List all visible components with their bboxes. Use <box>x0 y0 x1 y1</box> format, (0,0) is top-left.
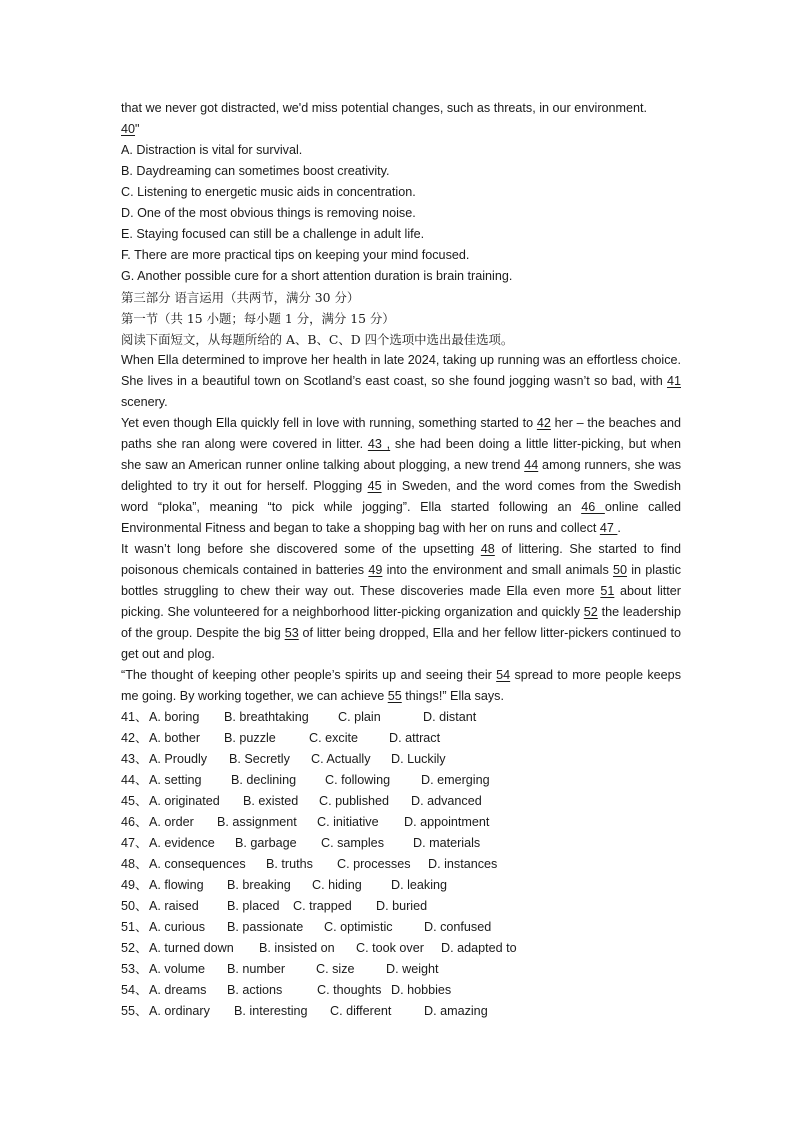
option-40-b: B. Daydreaming can sometimes boost creativity. <box>121 164 390 178</box>
blank-55: 55 <box>387 689 402 703</box>
blank-42: 42 <box>536 416 551 430</box>
blank-47: 47 <box>599 521 618 535</box>
passage-paragraph-3: It wasn’t long before she discovered some of the upsetting 48 of littering. She started to find poisonous chemicals contained in batteries 49 into the environment and small animals 50 in plastic bottles struggling to chew their way out. These discoveries made Ella even more 51 about litter picking. She volunteered for a neighborhood litter-picking organization and quickly 52 the leadership of the group. Despite the big 53 of litter being dropped, Ella and her fellow litter-pickers continued to get out and plog. <box>121 542 682 661</box>
blank-52: 52 <box>583 605 598 619</box>
option-40-c: C. Listening to energetic music aids in concentration. <box>121 185 416 199</box>
blank-51: 51 <box>600 584 615 598</box>
question-row: 55、 A. ordinary B. interesting C. different D. amazing <box>121 1004 488 1018</box>
question-row: 44、 A. setting B. declining C. following D. emerging <box>121 773 490 787</box>
question-list <box>121 707 681 1022</box>
question-row: 45、 A. originated B. existed C. published D. advanced <box>121 794 482 808</box>
option-40-g: G. Another possible cure for a short attention duration is brain training. <box>121 269 513 283</box>
part-three-heading: 第三部分 语言运用（共两节，满分 30 分） <box>121 290 360 305</box>
question-row: 48、 A. consequences B. truths C. processes D. instances <box>121 857 498 871</box>
question-row: 46、 A. order B. assignment C. initiative D. appointment <box>121 815 490 829</box>
exam-page <box>121 98 681 1022</box>
blank-40-line <box>121 119 681 140</box>
question-row: 42、 A. bother B. puzzle C. excite D. attract <box>121 731 441 745</box>
question-row: 49、 A. flowing B. breaking C. hiding D. leaking <box>121 878 448 892</box>
blank-53: 53 <box>284 626 299 640</box>
passage-paragraph-1: When Ella determined to improve her health in late 2024, taking up running was an effortless choice. She lives in a beautiful town on Scotland’s east coast, so she found jogging wasn’t so bad, with 41 scenery. <box>121 353 681 409</box>
question-row: 41、 A. boring B. breathtaking C. plain D. distant <box>121 710 477 724</box>
blank-46: 46 <box>581 500 605 514</box>
blank-44: 44 <box>524 458 539 472</box>
option-40-f: F. There are more practical tips on keeping your mind focused. <box>121 248 470 262</box>
passage-paragraph-2: Yet even though Ella quickly fell in love with running, something started to 42 her – the beaches and paths she ran along were covered in litter. 43 , she had been doing a little litter-picking, but when she saw an American runner online talking about plogging, a new trend 44 among runners, she was delighted to try it out for herself. Plogging 45 in Sweden, and the word comes from the Swedish word “ploka”, meaning “to pick while jogging”. Ella started following an 46 online called Environmental Fitness and began to take a shopping bag with her on runs and collect 47 . <box>121 416 682 535</box>
question-row: 52、 A. turned down B. insisted on C. took over D. adapted to <box>121 941 517 955</box>
question-row: 51、 A. curious B. passionate C. optimistic D. confused <box>121 920 492 934</box>
question-row: 54、 A. dreams B. actions C. thoughts D. hobbies <box>121 983 452 997</box>
closing-quote: " <box>135 122 140 136</box>
blank-41: 41 <box>666 374 681 388</box>
option-40-e: E. Staying focused can still be a challenge in adult life. <box>121 227 425 241</box>
question-row: 50、 A. raised B. placed C. trapped D. buried <box>121 899 428 913</box>
section-one-heading: 第一节（共 15 小题；每小题 1 分，满分 15 分） <box>121 311 395 326</box>
blank-43: 43 , <box>367 437 391 451</box>
blank-48: 48 <box>480 542 495 556</box>
passage-paragraph-4: “The thought of keeping other people’s spirits up and seeing their 54 spread to more people keeps me going. By working together, we can achieve 55 things!” Ella says. <box>121 668 681 703</box>
blank-54: 54 <box>496 668 511 682</box>
option-40-d: D. One of the most obvious things is removing noise. <box>121 206 416 220</box>
question-row: 53、 A. volume B. number C. size D. weight <box>121 962 439 976</box>
passage-tail-line: that we never got distracted, we'd miss potential changes, such as threats, in our environment. <box>121 101 648 115</box>
question-row: 47、 A. evidence B. garbage C. samples D. materials <box>121 836 481 850</box>
option-40-a: A. Distraction is vital for survival. <box>121 143 303 157</box>
blank-49: 49 <box>368 563 383 577</box>
blank-45: 45 <box>367 479 382 493</box>
question-row: 43、 A. Proudly B. Secretly C. Actually D. Luckily <box>121 752 446 766</box>
blank-50: 50 <box>613 563 628 577</box>
instruction-text: 阅读下面短文，从每题所给的 A、B、C、D 四个选项中选出最佳选项。 <box>121 332 514 347</box>
blank-40: 40 <box>121 122 136 136</box>
